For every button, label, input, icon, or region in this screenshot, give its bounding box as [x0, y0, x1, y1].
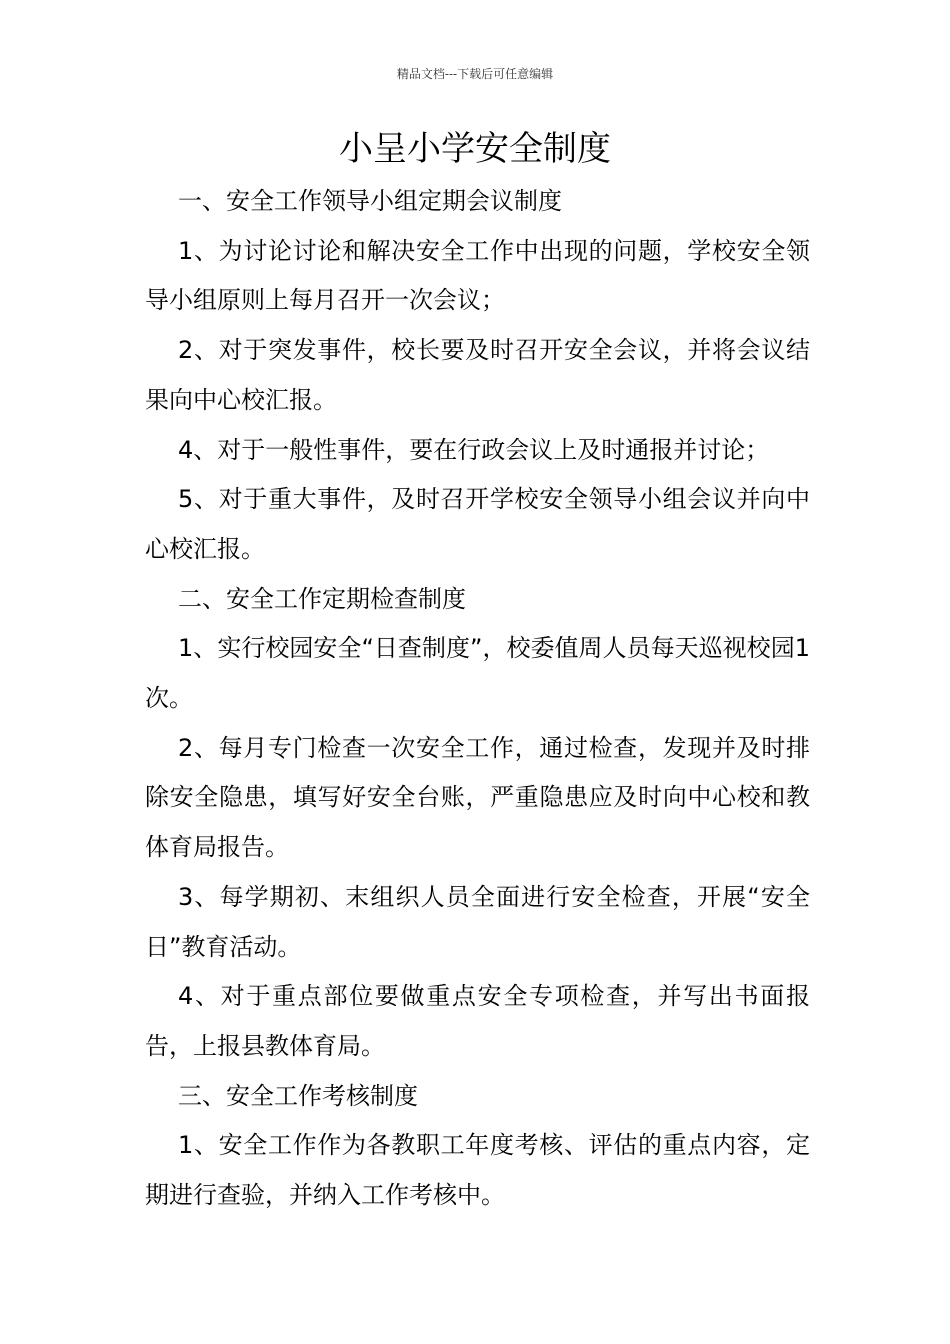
paragraph: 1、实行校园安全“日查制度”，校委值周人员每天巡视校园1次。: [145, 634, 810, 713]
section-heading-2: 二、安全工作定期检查制度: [178, 584, 466, 613]
header-note: 精品文档---下载后可任意编辑: [396, 67, 554, 81]
paragraph: 2、每月专门检查一次安全工作，通过检查，发现并及时排除安全隐患，填写好安全台账，严重隐患应及时向中心校和教体育局报告。: [145, 733, 810, 862]
paragraph: 2、对于突发事件，校长要及时召开安全会议，并将会议结果向中心校汇报。: [145, 336, 810, 414]
paragraph: 5、对于重大事件，及时召开学校安全领导小组会议并向中心校汇报。: [145, 485, 810, 563]
paragraph: 1、为讨论讨论和解决安全工作中出现的问题，学校安全领导小组原则上每月召开一次会议；: [145, 236, 810, 315]
paragraph: 3、每学期初、末组织人员全面进行安全检查，开展“安全日”教育活动。: [145, 882, 810, 961]
paragraph: 4、对于一般性事件，要在行政会议上及时通报并讨论；: [178, 435, 770, 464]
section-heading-3: 三、安全工作考核制度: [178, 1081, 418, 1110]
paragraph: 1、安全工作作为各教职工年度考核、评估的重点内容，定期进行查验，并纳入工作考核中。: [145, 1131, 810, 1210]
paragraph: 4、对于重点部位要做重点安全专项检查，并写出书面报告，上报县教体育局。: [145, 982, 810, 1060]
document-title: 小呈小学安全制度: [339, 129, 611, 169]
document-body: [145, 177, 810, 1221]
section-heading-1: 一、安全工作领导小组定期会议制度: [178, 187, 562, 215]
